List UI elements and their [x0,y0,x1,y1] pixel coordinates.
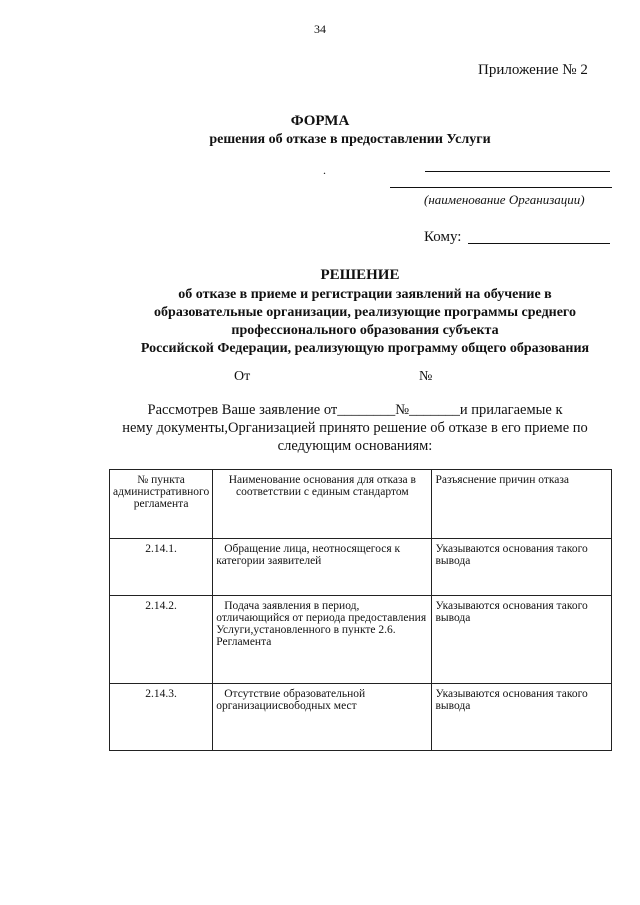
decision-subtitle-line: образовательные организации, реализующие программы среднего [154,305,576,320]
form-subtitle: решения об отказе в предоставлении Услуги [209,132,491,147]
organization-name-line [425,171,610,172]
row-explanation: Указываются основания такого вывода [432,596,612,684]
row-explanation: Указываются основания такого вывода [432,684,612,751]
table-row [110,539,612,596]
date-from-label: От [234,369,251,384]
intro-line: нему документы,Организацией принято решение об отказе в его приеме по [122,420,588,436]
refusal-reasons-table [109,469,612,751]
row-clause: 2.14.3. [110,684,213,751]
page-number: 34 [314,22,326,36]
row-reason: Обращение лица, неотносящегося к категории заявителей [213,539,432,596]
row-reason: Отсутствие образовательной организациисвободных мест [213,684,432,751]
row-clause: 2.14.1. [110,539,213,596]
number-label: № [419,369,433,384]
recipient-blank-line [468,243,610,244]
appendix-label: Приложение № 2 [478,62,588,78]
form-title: ФОРМА [290,113,350,129]
intro-line: следующим основаниям: [277,438,433,454]
header-clause: № пункта административного регламента [110,470,213,539]
table-row [110,596,612,684]
organization-caption: (наименование Организации) [424,192,585,207]
organization-name-line-2 [390,187,612,188]
decision-title: РЕШЕНИЕ [320,267,400,283]
row-reason: Подача заявления в период, отличающийся от периода предоставления Услуги,установленного в пункте 2.6. Регламента [213,596,432,684]
recipient-label: Кому: [424,229,462,245]
intro-paragraph [100,401,610,455]
header-explanation: Разъяснение причин отказа [432,470,612,539]
intro-line: Рассмотрев Ваше заявление от________№_______и прилагаемые к [147,402,563,418]
row-explanation: Указываются основания такого вывода [432,539,612,596]
decision-subtitle-line: Российской Федерации, реализующую программу общего образования [140,341,590,356]
decision-subtitle [100,286,630,358]
table-header-row [110,470,612,539]
table-row [110,684,612,751]
row-clause: 2.14.2. [110,596,213,684]
stray-dot: . [323,163,326,177]
decision-subtitle-line: профессионального образования субъекта [231,323,499,338]
decision-subtitle-line: об отказе в приеме и регистрации заявлений на обучение в [178,287,552,302]
header-reason: Наименование основания для отказа в соответствии с единым стандартом [213,470,432,539]
